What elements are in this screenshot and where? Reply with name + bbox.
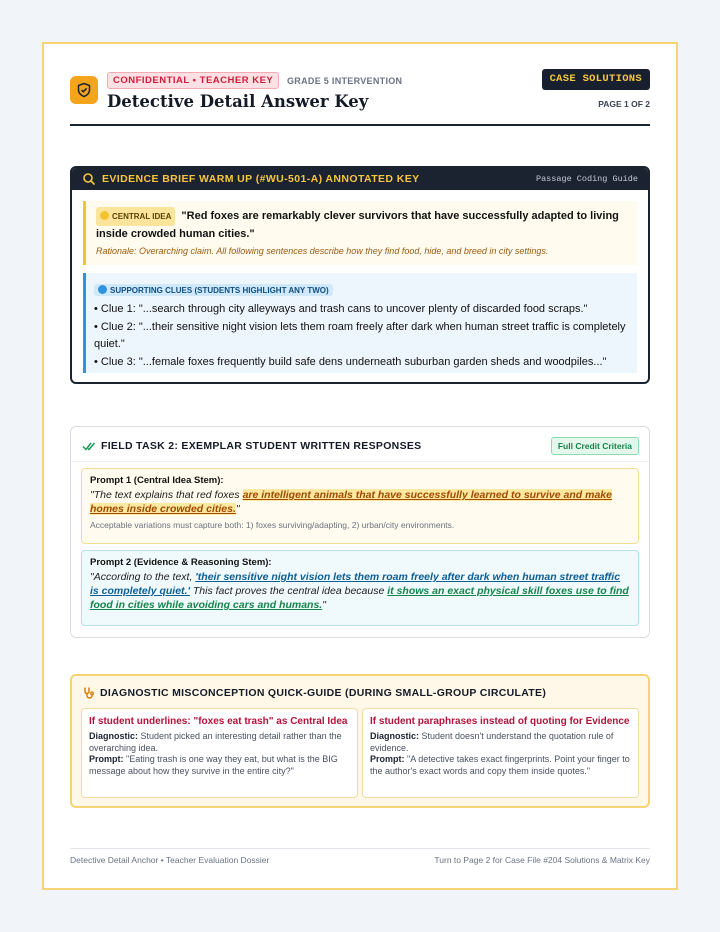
central-idea-chip-label: CENTRAL IDEA <box>112 212 172 221</box>
full-credit-badge: Full Credit Criteria <box>551 437 639 455</box>
response-text: "The text explains that red foxes <box>90 489 243 501</box>
footer-left-text: Detective Detail Anchor • Teacher Evaluation Dossier <box>70 855 270 865</box>
prompt-label: Prompt: <box>370 754 405 764</box>
supporting-clues-chip <box>94 284 333 296</box>
misconception-card <box>362 708 639 798</box>
prompt-2-label: Prompt 2 (Evidence & Reasoning Stem): <box>90 557 272 568</box>
prompt-2-card <box>81 550 639 626</box>
highlighted-evidence-quote: 'their sensitive night vision lets them roam freely after dark when human street traffic is completely quiet.' <box>90 571 621 597</box>
page-header <box>70 68 650 126</box>
highlighted-reasoning: it shows an exact physical skill foxes use to find food in cities while avoiding cars and humans. <box>90 585 629 611</box>
page-title: Detective Detail Answer Key <box>107 92 369 111</box>
central-idea-quote: "Red foxes are remarkably clever survivors that have successfully adapted to living inside crowded human cities." <box>96 210 619 240</box>
central-idea-chip <box>96 207 175 226</box>
clue-item: • Clue 2: "...their sensitive night vision lets them roam freely after dark when human street traffic is completely quiet." <box>94 320 626 350</box>
diagnostic-body: Student picked an interesting detail rather than the overarching idea. <box>89 731 342 753</box>
prompt-1-response <box>90 488 630 516</box>
prompt-label: Prompt: <box>89 754 124 764</box>
response-text: " <box>235 503 240 515</box>
footer-right-text: Turn to Page 2 for Case File #204 Solutions & Matrix Key <box>434 855 650 865</box>
clue-item: • Clue 3: "...female foxes frequently build safe dens underneath suburban garden sheds and woodpiles..." <box>94 355 607 368</box>
prompt-1-label: Prompt 1 (Central Idea Stem): <box>90 475 224 486</box>
grade-label: GRADE 5 INTERVENTION <box>287 76 403 86</box>
prompt-text <box>89 754 350 777</box>
response-text: This fact proves the central idea because <box>189 585 388 597</box>
confidential-tag: CONFIDENTIAL • TEACHER KEY <box>107 72 279 89</box>
central-idea-block <box>83 201 637 265</box>
misconception-heading: If student paraphrases instead of quoting for Evidence <box>370 716 630 727</box>
response-text: " <box>322 599 326 611</box>
evidence-panel-title: EVIDENCE BRIEF WARM UP (#WU-501-A) ANNOTATED KEY <box>102 173 420 185</box>
supporting-clues-block <box>83 273 637 373</box>
evidence-brief-panel <box>70 166 650 384</box>
diagnostic-text <box>89 731 350 754</box>
blue-dot-icon <box>98 285 107 294</box>
prompt-2-response <box>90 570 630 612</box>
diagnostic-label: Diagnostic: <box>89 731 139 741</box>
divider <box>71 461 649 462</box>
shield-check-icon <box>70 76 98 104</box>
diagnostic-body: Student doesn't understand the quotation rule of evidence. <box>370 731 614 753</box>
field-task-title: FIELD TASK 2: EXEMPLAR STUDENT WRITTEN RESPONSES <box>101 440 422 452</box>
misconception-heading: If student underlines: "foxes eat trash" as Central Idea <box>89 716 348 727</box>
diagnostic-text <box>370 731 631 754</box>
page-content <box>70 68 650 888</box>
diagnostic-label: Diagnostic: <box>370 731 420 741</box>
misconception-card <box>81 708 358 798</box>
double-check-icon <box>82 439 96 453</box>
page-indicator: PAGE 1 OF 2 <box>598 99 650 109</box>
diagnostic-title: DIAGNOSTIC MISCONCEPTION QUICK-GUIDE (DURING SMALL-GROUP CIRCULATE) <box>100 687 547 699</box>
prompt-1-card <box>81 468 639 544</box>
response-text: "According to the text, <box>90 571 196 583</box>
evidence-panel-header <box>72 168 648 190</box>
supporting-clues-chip-label: SUPPORTING CLUES (STUDENTS HIGHLIGHT ANY TWO) <box>110 286 329 295</box>
stethoscope-icon <box>82 686 96 700</box>
passage-coding-guide-label: Passage Coding Guide <box>535 174 638 184</box>
page-footer <box>70 848 650 865</box>
yellow-dot-icon <box>100 211 109 220</box>
prompt-body: "A detective takes exact fingerprints. Point your finger to the author's exact words and copy them inside quotes." <box>370 754 630 776</box>
prompt-text <box>370 754 631 777</box>
magnifier-icon <box>82 172 96 186</box>
case-solutions-button[interactable]: CASE SOLUTIONS <box>542 69 650 90</box>
prompt-1-note: Acceptable variations must capture both: 1) foxes surviving/adapting, 2) urban/city environments. <box>90 520 455 530</box>
answer-key-page <box>42 42 678 890</box>
field-task-panel <box>70 426 650 638</box>
central-idea-rationale: Rationale: Overarching claim. All following sentences describe how they find food, hide, and breed in city settings. <box>96 246 549 256</box>
highlighted-central-idea: are intelligent animals that have successfully learned to survive and make homes inside crowded cities. <box>90 489 612 515</box>
diagnostic-panel <box>70 674 650 808</box>
clue-item: • Clue 1: "...search through city alleyways and trash cans to uncover plenty of discarded food scraps." <box>94 303 588 315</box>
prompt-body: "Eating trash is one way they eat, but what is the BIG message about how they survive in the entire city?" <box>89 754 338 776</box>
